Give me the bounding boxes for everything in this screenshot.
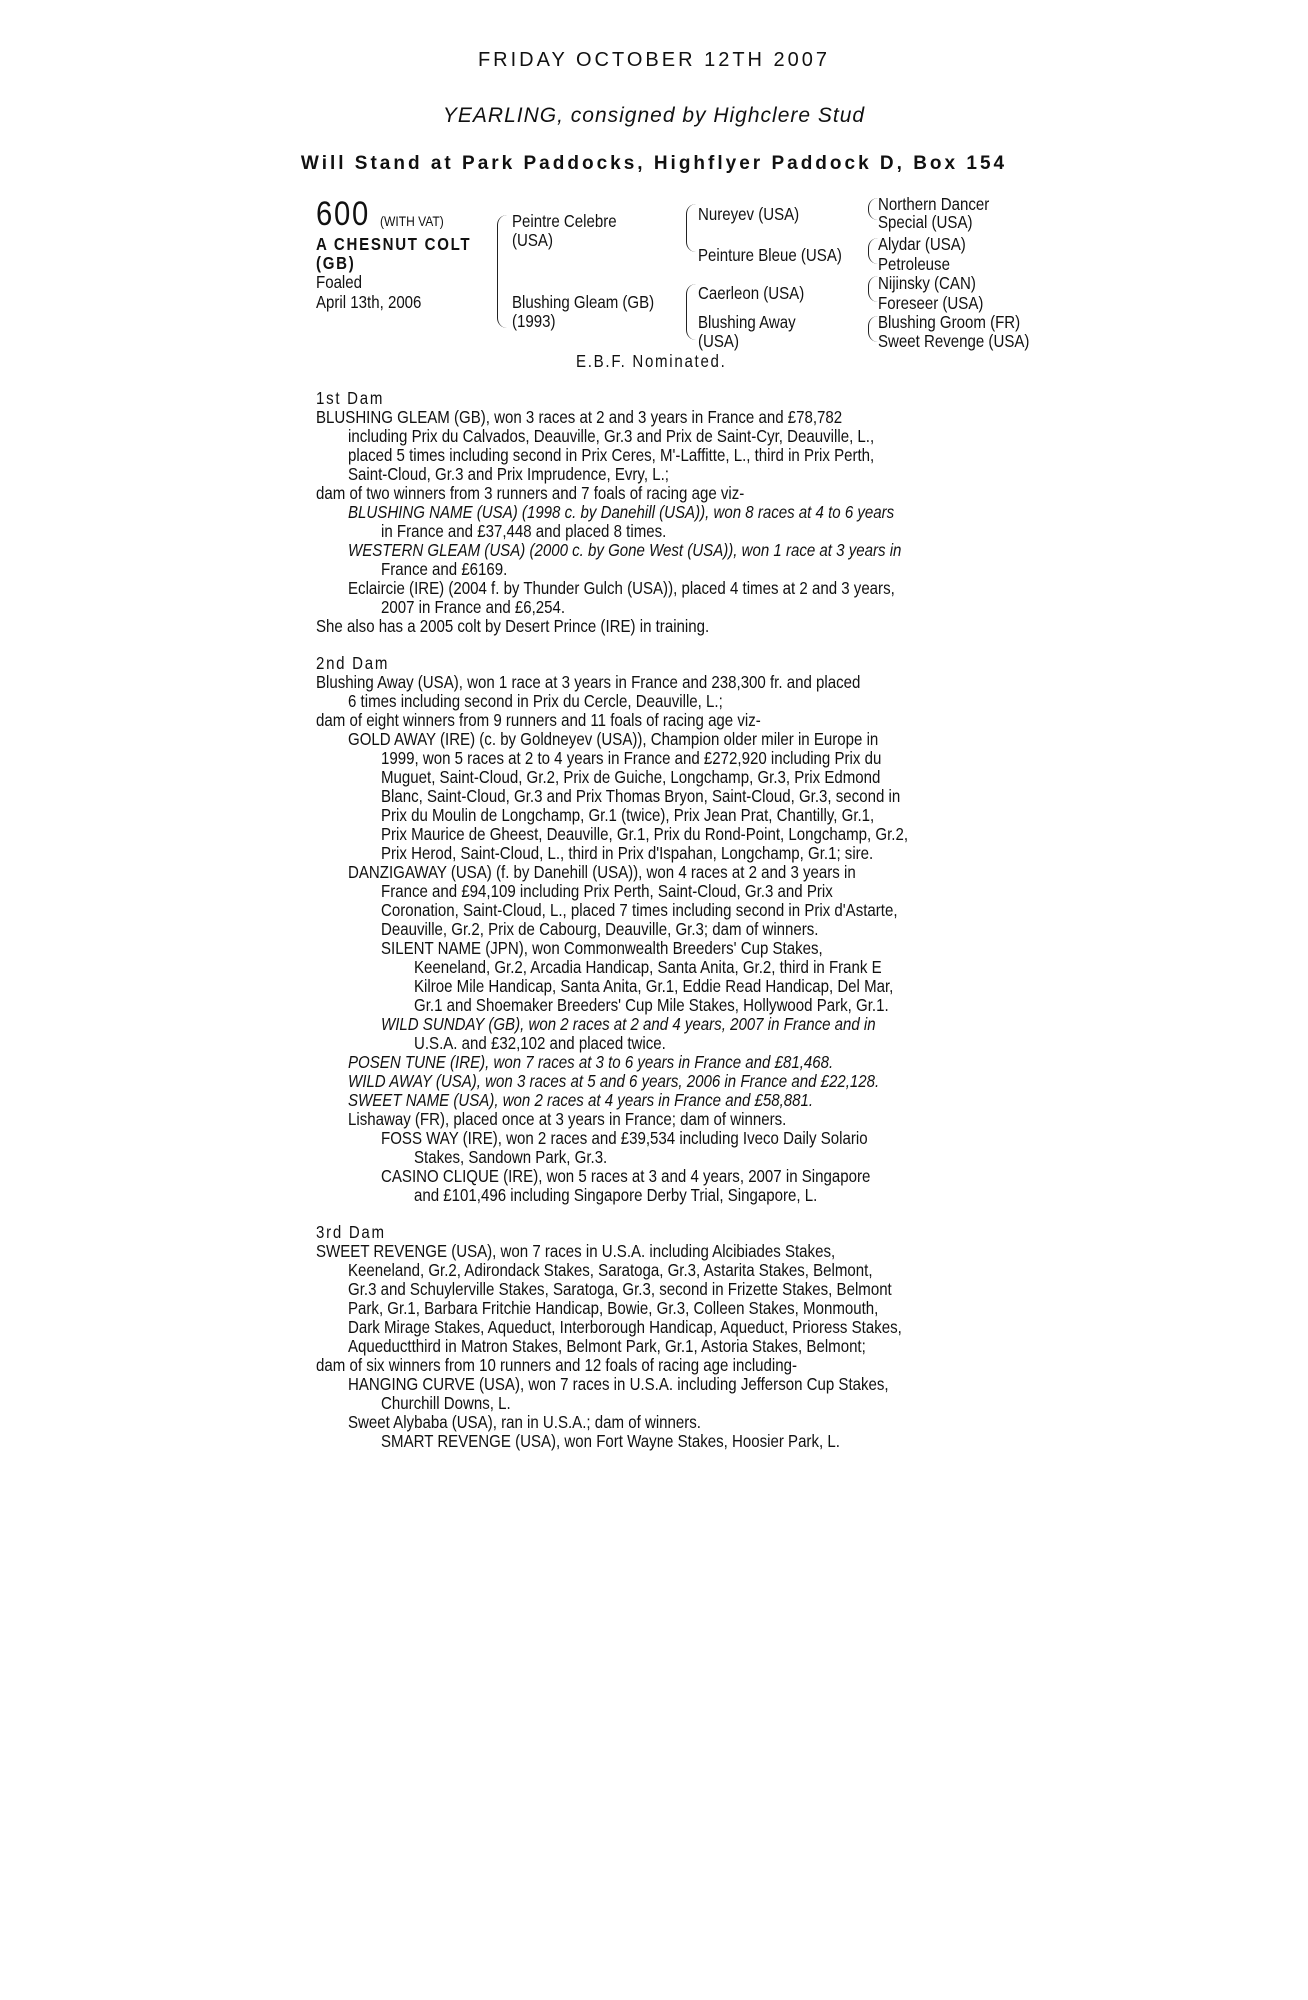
sds: Alydar (USA) bbox=[878, 234, 966, 254]
dam2-line: Gr.1 and Shoemaker Breeders' Cup Mile Stakes, Hollywood Park, Gr.1. bbox=[414, 995, 889, 1015]
sss: Northern Dancer bbox=[878, 194, 990, 214]
sire-dam-brace bbox=[497, 215, 510, 328]
sire-dam: Peinture Bleue (USA) bbox=[698, 245, 842, 265]
dam3-line: Sweet Alybaba (USA), ran in U.S.A.; dam of winners. bbox=[348, 1412, 702, 1432]
dam3-line: Park, Gr.1, Barbara Fritchie Handicap, Bowie, Gr.3, Colleen Stakes, Monmouth, bbox=[348, 1298, 879, 1318]
dam3-line: SMART REVENGE (USA), won Fort Wayne Stakes, Hoosier Park, L. bbox=[381, 1431, 840, 1451]
foaled-date: April 13th, 2006 bbox=[316, 292, 422, 312]
dam2-line: U.S.A. and £32,102 and placed twice. bbox=[414, 1033, 666, 1053]
dam1-line: BLUSHING GLEAM (GB), won 3 races at 2 and 3 years in France and £78,782 bbox=[316, 407, 843, 427]
dam2-line: Blushing Away (USA), won 1 race at 3 years in France and 238,300 fr. and placed bbox=[316, 672, 861, 692]
lot-country: (GB) bbox=[316, 253, 356, 273]
dam1-line: WESTERN GLEAM (USA) (2000 c. by Gone West (USA)), won 1 race at 3 years in bbox=[348, 540, 902, 560]
dam2-line: SWEET NAME (USA), won 2 races at 4 years in France and £58,881. bbox=[348, 1090, 814, 1110]
dam2-line: WILD AWAY (USA), won 3 races at 5 and 6 years, 2006 in France and £22,128. bbox=[348, 1071, 880, 1091]
dam-dam: Blushing Away bbox=[698, 312, 796, 332]
dam2-line: DANZIGAWAY (USA) (f. by Danehill (USA)), won 4 races at 2 and 3 years in bbox=[348, 862, 856, 882]
dam2-line: 6 times including second in Prix du Cercle, Deauville, L.; bbox=[348, 691, 723, 711]
dam1-line: Saint-Cloud, Gr.3 and Prix Imprudence, Evry, L.; bbox=[348, 464, 669, 484]
vat-note: (WITH VAT) bbox=[380, 213, 444, 229]
dam1-line: She also has a 2005 colt by Desert Prince (IRE) in training. bbox=[316, 616, 710, 636]
dam2-line: Muguet, Saint-Cloud, Gr.2, Prix de Guiche, Longchamp, Gr.3, Prix Edmond bbox=[381, 767, 881, 787]
foaled-label: Foaled bbox=[316, 272, 363, 292]
dam3-heading: 3rd Dam bbox=[316, 1222, 386, 1242]
ddd: Sweet Revenge (USA) bbox=[878, 331, 1030, 351]
dam2-line: Stakes, Sandown Park, Gr.3. bbox=[414, 1147, 608, 1167]
dam1-line: in France and £37,448 and placed 8 times. bbox=[381, 521, 667, 541]
sire-country: (USA) bbox=[512, 230, 553, 250]
dam2-line: Blanc, Saint-Cloud, Gr.3 and Prix Thomas Bryon, Saint-Cloud, Gr.3, second in bbox=[381, 786, 901, 806]
dam2-line: Deauville, Gr.2, Prix de Cabourg, Deauville, Gr.3; dam of winners. bbox=[381, 919, 819, 939]
dam3-line: Gr.3 and Schuylerville Stakes, Saratoga, Gr.3, second in Frizette Stakes, Belmont bbox=[348, 1279, 892, 1299]
dam1-line: including Prix du Calvados, Deauville, Gr.3 and Prix de Saint-Cyr, Deauville, L., bbox=[348, 426, 875, 446]
dam3-line: Keeneland, Gr.2, Adirondack Stakes, Saratoga, Gr.3, Astarita Stakes, Belmont, bbox=[348, 1260, 873, 1280]
dam1-line: placed 5 times including second in Prix Ceres, M'-Laffitte, L., third in Prix Perth, bbox=[348, 445, 875, 465]
dam1-line: BLUSHING NAME (USA) (1998 c. by Danehill (USA)), won 8 races at 4 to 6 years bbox=[348, 502, 895, 522]
dam2-line: 1999, won 5 races at 2 to 4 years in France and £272,920 including Prix du bbox=[381, 748, 882, 768]
lot-number: 600 bbox=[316, 195, 370, 233]
dam3-line: Churchill Downs, L. bbox=[381, 1393, 511, 1413]
dam2-line: Coronation, Saint-Cloud, L., placed 7 times including second in Prix d'Astarte, bbox=[381, 900, 898, 920]
dam2-line: Lishaway (FR), placed once at 3 years in France; dam of winners. bbox=[348, 1109, 787, 1129]
dam2-line: Prix Maurice de Gheest, Deauville, Gr.1, Prix du Rond-Point, Longchamp, Gr.2, bbox=[381, 824, 909, 844]
dsd: Foreseer (USA) bbox=[878, 293, 984, 313]
dam1-line: dam of two winners from 3 runners and 7 foals of racing age viz- bbox=[316, 483, 745, 503]
dam1-line: France and £6169. bbox=[381, 559, 508, 579]
sale-date: FRIDAY OCTOBER 12TH 2007 bbox=[477, 49, 831, 71]
dam3-line: Aqueductthird in Matron Stakes, Belmont Park, Gr.1, Astoria Stakes, Belmont; bbox=[348, 1336, 866, 1356]
dam2-line: Prix du Moulin de Longchamp, Gr.1 (twice), Prix Jean Prat, Chantilly, Gr.1, bbox=[381, 805, 875, 825]
sire-name: Peintre Celebre bbox=[512, 211, 617, 231]
dam-name: Blushing Gleam (GB) bbox=[512, 292, 655, 312]
dam2-line: Keeneland, Gr.2, Arcadia Handicap, Santa Anita, Gr.2, third in Frank E bbox=[414, 957, 882, 977]
dam1-line: Eclaircie (IRE) (2004 f. by Thunder Gulch (USA)), placed 4 times at 2 and 3 years, bbox=[348, 578, 895, 598]
dam2-line: GOLD AWAY (IRE) (c. by Goldneyev (USA)), Champion older miler in Europe in bbox=[348, 729, 879, 749]
dam2-line: Kilroe Mile Handicap, Santa Anita, Gr.1, Eddie Read Handicap, Del Mar, bbox=[414, 976, 894, 996]
dam2-line: WILD SUNDAY (GB), won 2 races at 2 and 4 years, 2007 in France and in bbox=[381, 1014, 876, 1034]
dam-sire: Caerleon (USA) bbox=[698, 283, 805, 303]
ebf-note: E.B.F. Nominated. bbox=[576, 351, 727, 371]
dam3-line: SWEET REVENGE (USA), won 7 races in U.S.A. including Alcibiades Stakes, bbox=[316, 1241, 836, 1261]
dss: Nijinsky (CAN) bbox=[878, 273, 976, 293]
sire-sire: Nureyev (USA) bbox=[698, 204, 800, 224]
ssd: Special (USA) bbox=[878, 212, 973, 232]
dam2-line: Prix Herod, Saint-Cloud, L., third in Prix d'Ispahan, Longchamp, Gr.1; sire. bbox=[381, 843, 874, 863]
dam2-line: dam of eight winners from 9 runners and 11 foals of racing age viz- bbox=[316, 710, 761, 730]
sdd: Petroleuse bbox=[878, 254, 950, 274]
dam-dam-country: (USA) bbox=[698, 331, 739, 351]
dam3-line: dam of six winners from 10 runners and 12 foals of racing age including- bbox=[316, 1355, 798, 1375]
dds: Blushing Groom (FR) bbox=[878, 312, 1021, 332]
consignor-line: YEARLING, consigned by Highclere Stud bbox=[442, 104, 866, 127]
dam3-line: Dark Mirage Stakes, Aqueduct, Interborough Handicap, Aqueduct, Prioress Stakes, bbox=[348, 1317, 902, 1337]
dam2-line: FOSS WAY (IRE), won 2 races and £39,534 including Iveco Daily Solario bbox=[381, 1128, 868, 1148]
dam2-line: SILENT NAME (JPN), won Commonwealth Breeders' Cup Stakes, bbox=[381, 938, 823, 958]
dam2-line: CASINO CLIQUE (IRE), won 5 races at 3 and 4 years, 2007 in Singapore bbox=[381, 1166, 871, 1186]
dam2-line: POSEN TUNE (IRE), won 7 races at 3 to 6 years in France and £81,468. bbox=[348, 1052, 834, 1072]
dam2-line: and £101,496 including Singapore Derby Trial, Singapore, L. bbox=[414, 1185, 818, 1205]
dam1-heading: 1st Dam bbox=[316, 388, 385, 408]
dam2-line: France and £94,109 including Prix Perth, Saint-Cloud, Gr.3 and Prix bbox=[381, 881, 833, 901]
dam3-line: HANGING CURVE (USA), won 7 races in U.S.A. including Jefferson Cup Stakes, bbox=[348, 1374, 889, 1394]
dam2-heading: 2nd Dam bbox=[316, 653, 390, 673]
dam-year: (1993) bbox=[512, 311, 556, 331]
lot-description: A CHESNUT COLT bbox=[316, 234, 472, 254]
location-line: Will Stand at Park Paddocks, Highflyer Paddock D, Box 154 bbox=[300, 153, 1008, 174]
dam1-line: 2007 in France and £6,254. bbox=[381, 597, 566, 617]
